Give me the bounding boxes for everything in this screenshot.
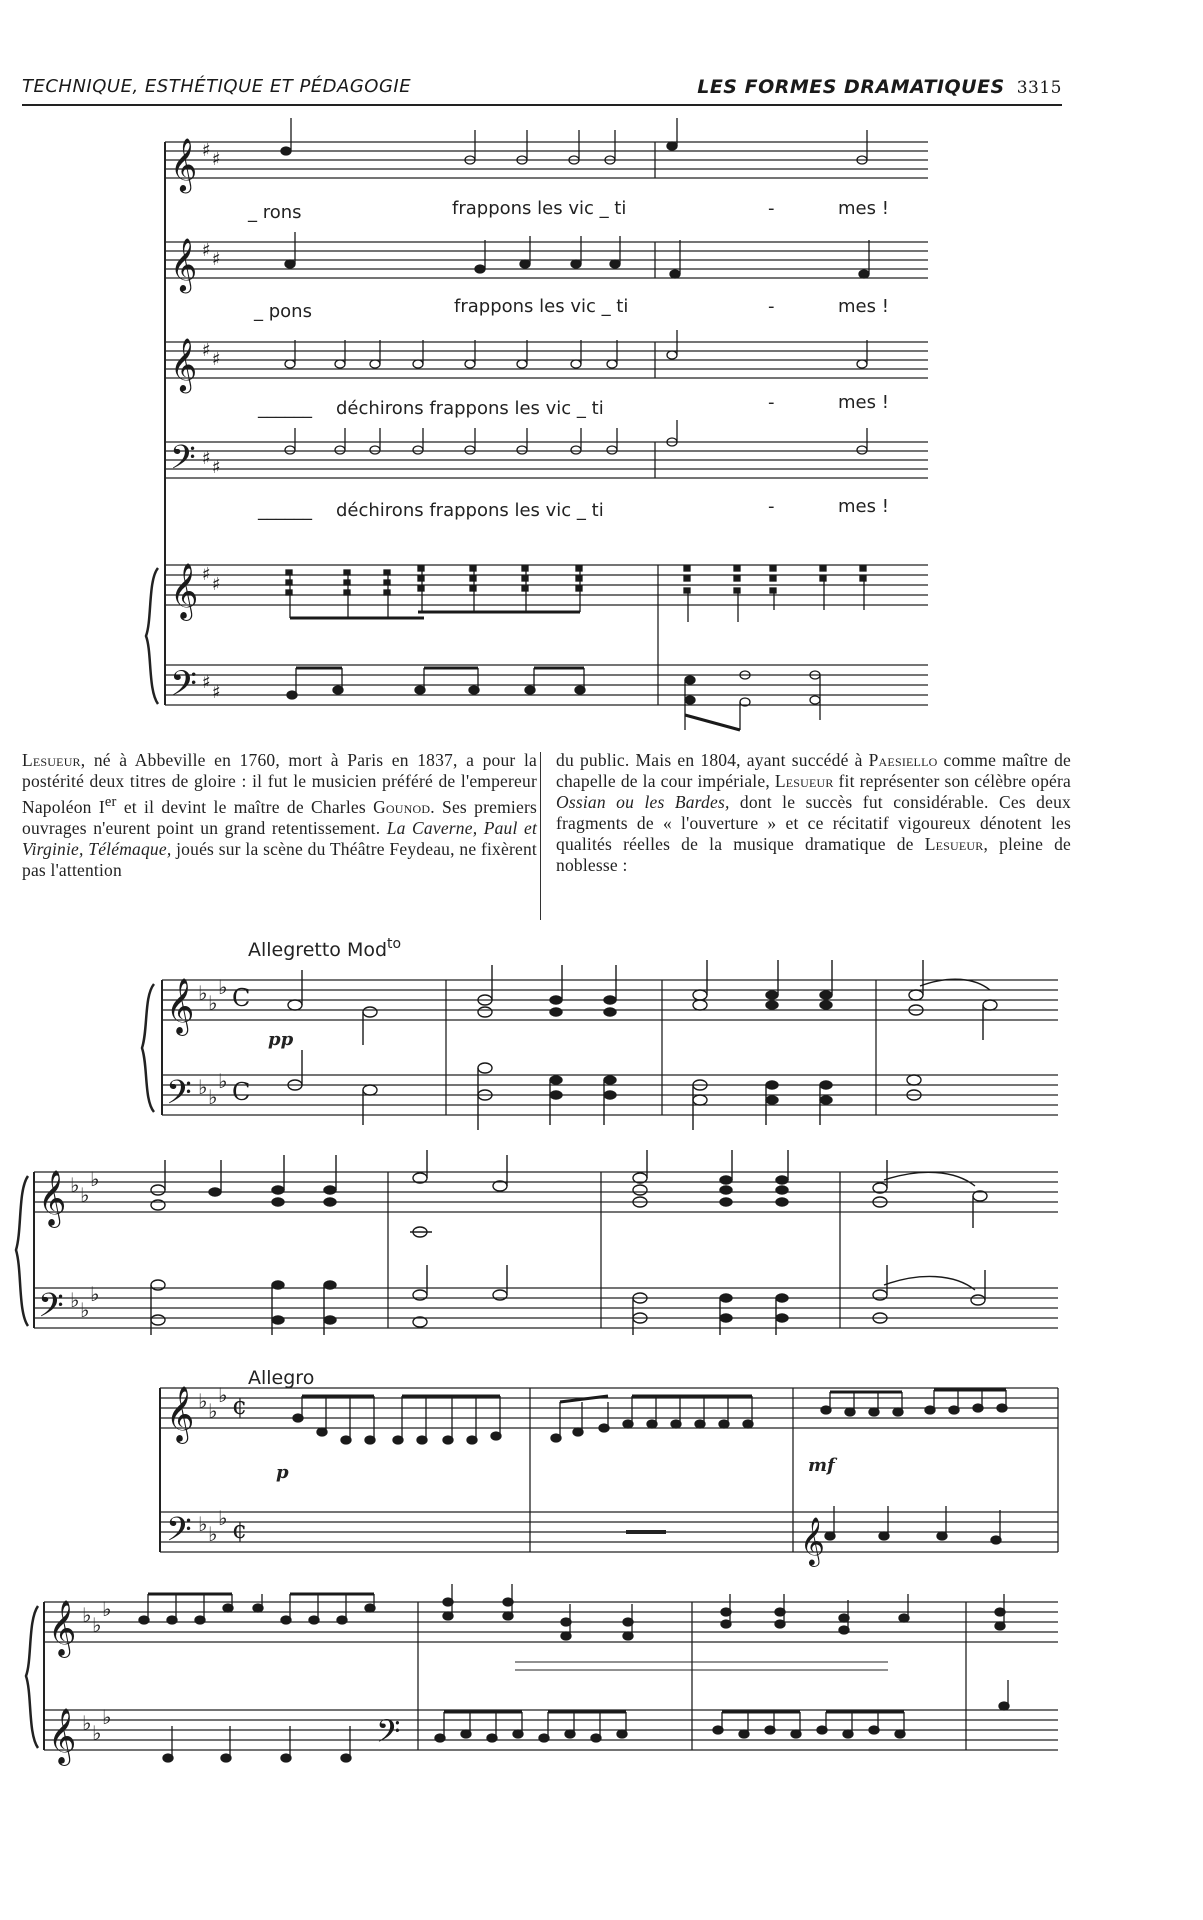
svg-text:♯: ♯ bbox=[202, 240, 211, 261]
lyric-line-1-c: - bbox=[768, 198, 775, 219]
para-right-1: du public. Mais en 1804, ayant succédé à bbox=[556, 750, 869, 770]
lyric-line-1-a: _ rons bbox=[248, 202, 302, 223]
para-right-2: comme maître de chapelle de la cour impériale, bbox=[556, 750, 1071, 791]
svg-text:♭: ♭ bbox=[92, 1613, 102, 1637]
name-gounod: Gounod bbox=[373, 796, 431, 817]
name-lesueur: Lesueur bbox=[22, 750, 81, 770]
svg-text:♭: ♭ bbox=[208, 1522, 218, 1546]
time-signature-allegretto-treble: C bbox=[232, 984, 251, 1012]
staves-allegro bbox=[160, 1388, 1058, 1552]
time-signature-allegro-bass: ¢ bbox=[232, 1516, 248, 1544]
clefs-allegro bbox=[166, 1383, 825, 1567]
para-left-1: , né à Abbeville en 1760, mort à Paris en 1837, a pour la postérité deux titres de gloire : il fut le musicien préféré de l'empereur Napoléon I bbox=[22, 750, 537, 817]
svg-text:♯: ♯ bbox=[212, 249, 221, 270]
para-right-3: fit représenter son célèbre opéra bbox=[833, 771, 1071, 791]
piano-treble-staff bbox=[165, 565, 928, 605]
para-left-2: et il devint le maître de Charles bbox=[116, 796, 374, 817]
staves-allegro-cont bbox=[26, 1602, 1058, 1750]
svg-text:♭: ♭ bbox=[198, 981, 208, 1005]
svg-text:♭: ♭ bbox=[90, 1282, 100, 1306]
dynamic-p: p bbox=[276, 1462, 289, 1483]
svg-text:♭: ♭ bbox=[218, 975, 228, 999]
para-left-4: joués sur la scène du Théâtre Feydeau, ne fixèrent pas l'attention bbox=[22, 838, 537, 880]
svg-text:𝄞: 𝄞 bbox=[166, 978, 195, 1034]
svg-text:𝄞: 𝄞 bbox=[48, 1600, 77, 1656]
lyric-line-2-a: _ pons bbox=[254, 301, 312, 322]
paragraph-right bbox=[556, 750, 1071, 876]
svg-text:♯: ♯ bbox=[202, 140, 211, 161]
lyric-line-3-a: ______ bbox=[258, 398, 312, 419]
svg-text:♭: ♭ bbox=[208, 1085, 218, 1109]
svg-text:♯: ♯ bbox=[202, 340, 211, 361]
svg-text:♭: ♭ bbox=[198, 1075, 208, 1099]
lyric-line-2-b: frappons les vic _ ti bbox=[454, 296, 629, 317]
svg-text:♯: ♯ bbox=[212, 457, 221, 478]
lyric-line-3-c: - bbox=[768, 392, 775, 413]
svg-text:𝄢: 𝄢 bbox=[166, 1074, 192, 1120]
svg-text:𝄞: 𝄞 bbox=[170, 337, 198, 391]
column-divider bbox=[540, 752, 541, 920]
clefs-allegretto bbox=[166, 975, 250, 1120]
notes-allegro bbox=[293, 1390, 1007, 1544]
lyric-line-4-d: mes ! bbox=[838, 496, 889, 517]
dynamic-mf: mf bbox=[808, 1455, 835, 1476]
svg-text:𝄞: 𝄞 bbox=[170, 563, 199, 619]
tempo-allegro: Allegro bbox=[248, 1367, 315, 1389]
para-left-3: . Ses premiers ouvrages n'eurent point un grand retentissement. bbox=[22, 796, 537, 838]
svg-text:𝄢: 𝄢 bbox=[166, 1511, 192, 1557]
svg-text:♭: ♭ bbox=[70, 1288, 80, 1312]
svg-text:𝄞: 𝄞 bbox=[170, 137, 198, 191]
svg-text:♯: ♯ bbox=[212, 149, 221, 170]
svg-text:♭: ♭ bbox=[90, 1167, 100, 1191]
svg-text:♭: ♭ bbox=[218, 1506, 228, 1530]
para-right-5: , pleine de noblesse : bbox=[556, 834, 1071, 875]
lyric-line-3-d: mes ! bbox=[838, 392, 889, 413]
name-lesueur-3: Lesueur bbox=[924, 834, 984, 854]
time-signature-allegro-treble: ¢ bbox=[232, 1392, 248, 1420]
page-number: 3315 bbox=[1016, 78, 1062, 98]
lyric-line-3-b: déchirons frappons les vic _ ti bbox=[336, 398, 604, 419]
svg-text:♭: ♭ bbox=[80, 1183, 90, 1207]
svg-text:♭: ♭ bbox=[198, 1512, 208, 1536]
header-right-label: LES FORMES DRAMATIQUES bbox=[697, 76, 1005, 98]
svg-text:𝄢: 𝄢 bbox=[170, 663, 198, 712]
dynamic-pp: pp bbox=[268, 1029, 294, 1050]
name-paesiello: Paesiello bbox=[868, 750, 938, 770]
svg-text:♭: ♭ bbox=[102, 1705, 112, 1729]
staves-allegretto-cont bbox=[16, 1172, 1058, 1328]
svg-text:𝄞: 𝄞 bbox=[800, 1516, 825, 1565]
para-right-4: dont le succès fut considérable. Ces deux fragments de « l'ouverture » et ce récitatif vigoureux dénotent les qualités réelles de la musique dramatique de bbox=[556, 792, 1071, 854]
svg-text:𝄢: 𝄢 bbox=[38, 1287, 64, 1333]
svg-text:♯: ♯ bbox=[212, 349, 221, 370]
svg-text:♭: ♭ bbox=[198, 1389, 208, 1413]
para-left-sup: er bbox=[104, 794, 117, 810]
svg-text:𝄞: 𝄞 bbox=[166, 1386, 195, 1442]
svg-text:𝄞: 𝄞 bbox=[48, 1708, 77, 1764]
notes-allegretto-cont bbox=[151, 1150, 987, 1335]
vocal-staff-1 bbox=[165, 142, 928, 178]
svg-text:♭: ♭ bbox=[218, 1069, 228, 1093]
svg-text:𝄢: 𝄢 bbox=[376, 1713, 401, 1757]
lyric-line-2-c: - bbox=[768, 296, 775, 317]
svg-text:♭: ♭ bbox=[218, 1383, 228, 1407]
vocal-staff-4 bbox=[165, 442, 928, 478]
lyric-line-4-c: - bbox=[768, 496, 775, 517]
notes-allegro-cont bbox=[139, 1584, 1009, 1762]
svg-text:♭: ♭ bbox=[70, 1173, 80, 1197]
svg-text:♯: ♯ bbox=[202, 448, 211, 469]
header-left-title: TECHNIQUE, ESTHÉTIQUE ET PÉDAGOGIE bbox=[22, 76, 412, 97]
lyric-line-2-d: mes ! bbox=[838, 296, 889, 317]
lyric-line-4-a: ______ bbox=[258, 500, 312, 521]
svg-text:♯: ♯ bbox=[212, 682, 221, 703]
svg-text:♯: ♯ bbox=[202, 672, 211, 693]
lyric-line-4-b: déchirons frappons les vic _ ti bbox=[336, 500, 604, 521]
svg-text:♭: ♭ bbox=[80, 1298, 90, 1322]
svg-text:𝄞: 𝄞 bbox=[170, 237, 198, 291]
svg-text:𝄞: 𝄞 bbox=[38, 1170, 67, 1226]
svg-text:𝄢: 𝄢 bbox=[170, 439, 196, 485]
svg-text:♯: ♯ bbox=[202, 564, 211, 585]
vocal-staff-3 bbox=[165, 342, 928, 378]
svg-text:♭: ♭ bbox=[92, 1721, 102, 1745]
paragraph-left bbox=[22, 750, 537, 881]
name-lesueur-2: Lesueur bbox=[774, 771, 834, 791]
lyric-line-1-b: frappons les vic _ ti bbox=[452, 198, 627, 219]
opera-title: Ossian ou les Bardes, bbox=[556, 792, 730, 812]
works-title: La Caverne, Paul et Virginie, Télémaque, bbox=[22, 817, 538, 859]
svg-text:♭: ♭ bbox=[82, 1603, 92, 1627]
time-signature-allegretto-bass: C bbox=[232, 1078, 251, 1106]
tempo-allegretto: Allegretto Mod$^{to}$ bbox=[248, 936, 402, 961]
svg-text:♯: ♯ bbox=[212, 574, 221, 595]
lyric-line-1-d: mes ! bbox=[838, 198, 889, 219]
svg-text:♭: ♭ bbox=[208, 1399, 218, 1423]
svg-text:♭: ♭ bbox=[82, 1711, 92, 1735]
vocal-staff-2 bbox=[165, 242, 928, 278]
svg-text:♭: ♭ bbox=[208, 991, 218, 1015]
clefs-system-1 bbox=[170, 137, 221, 712]
svg-text:♭: ♭ bbox=[102, 1597, 112, 1621]
